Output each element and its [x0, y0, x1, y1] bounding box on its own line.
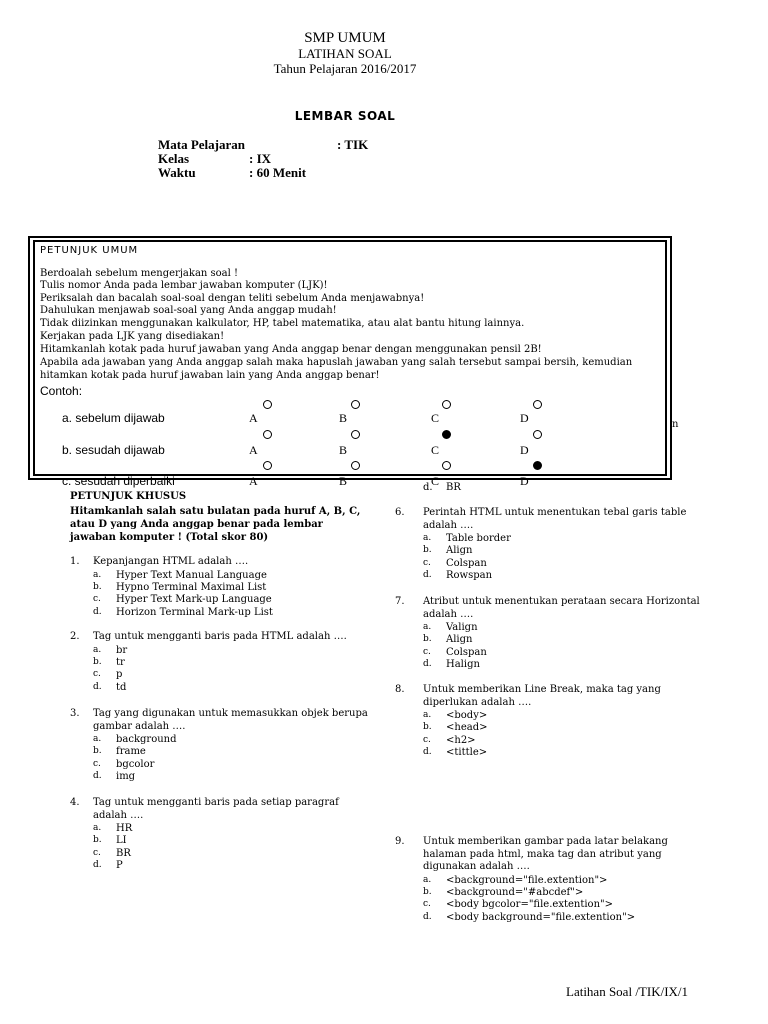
question-number: 9. [395, 836, 405, 847]
page-footer: Latihan Soal /TIK/IX/1 [566, 984, 689, 999]
instruction-line: Dahulukan menjawab soal-soal yang Anda anggap mudah! [40, 305, 337, 316]
option-label: a. [423, 710, 432, 720]
option-label: b. [423, 722, 432, 733]
question-text: adalah …. [423, 519, 474, 531]
answer-bubble-empty [442, 461, 451, 470]
option-label: d. [93, 606, 102, 617]
question-number: 2. [70, 631, 80, 642]
special-instructions-line: jawaban komputer ! (Total skor 80) [70, 532, 269, 543]
option-label: c. [423, 557, 431, 568]
option-label: b. [93, 656, 102, 667]
special-instructions-line: Hitamkanlah salah satu bulatan pada huruf A, B, C, [70, 506, 361, 517]
instruction-line: hitamkan kotak pada huruf jawaban lain yang Anda anggap benar! [40, 370, 380, 381]
answer-bubble-empty [263, 461, 272, 470]
question-text: Untuk memberikan gambar pada latar belakang [423, 836, 668, 847]
option-label: c. [93, 758, 101, 769]
option-text: Colspan [446, 557, 487, 569]
answer-bubble-empty [263, 400, 272, 409]
option-label: d. [423, 747, 432, 758]
option-text: BR [116, 847, 131, 859]
answer-bubble-empty [351, 461, 360, 470]
info-time-label: Waktu [158, 165, 196, 180]
answer-letter: C [431, 443, 440, 457]
question-text: diperlukan adalah …. [423, 696, 532, 708]
question-text: Tag yang digunakan untuk memasukkan objek berupa [93, 708, 368, 719]
option-text: Colspan [446, 646, 487, 658]
question-text: adalah …. [423, 608, 474, 620]
stray-letter: n [672, 419, 679, 430]
option-label: c. [423, 899, 431, 910]
stray-option-label: d. [423, 482, 433, 493]
option-label: a. [423, 533, 432, 543]
option-text: <h2> [446, 734, 476, 746]
option-text: tr [116, 656, 125, 668]
answer-bubble-empty [533, 400, 542, 409]
instruction-line: Berdoalah sebelum mengerjakan soal ! [40, 268, 239, 279]
example-row-label: b. sesudah dijawab [62, 443, 165, 457]
sheet-title: LEMBAR SOAL [294, 109, 396, 123]
document-subtitle: LATIHAN SOAL [298, 46, 392, 61]
option-text: <body bgcolor="file.extention"> [446, 899, 613, 911]
instruction-line: Periksalah dan bacalah soal-soal dengan teliti sebelum Anda menjawabnya! [40, 293, 425, 304]
option-text: Halign [446, 659, 480, 671]
special-instructions-title: PETUNJUK KHUSUS [70, 491, 187, 502]
question-text: adalah …. [93, 809, 144, 821]
option-label: b. [423, 886, 432, 897]
info-class-value: : IX [249, 151, 272, 166]
question-number: 8. [395, 684, 405, 695]
option-text: Align [446, 634, 473, 646]
answer-bubble-filled [533, 461, 542, 470]
question-text: Perintah HTML untuk menentukan tebal garis table [423, 507, 687, 518]
instruction-line: Hitamkanlah kotak pada huruf jawaban yang Anda anggap benar dengan menggunakan pensil 2B! [40, 344, 542, 355]
option-text: img [116, 771, 136, 783]
example-row-label: c. sesudah diperbaiki [62, 474, 175, 488]
example-label: Contoh: [40, 384, 83, 398]
option-label: c. [93, 847, 101, 858]
option-label: b. [93, 581, 102, 592]
answer-bubble-empty [533, 430, 542, 439]
answer-bubble-empty [351, 400, 360, 409]
info-time-value: : 60 Menit [249, 165, 307, 180]
question-number: 7. [395, 596, 405, 607]
option-text: <head> [446, 722, 488, 734]
option-text: Align [446, 545, 473, 557]
option-label: c. [423, 734, 431, 745]
instruction-line: Tulis nomor Anda pada lembar jawaban komputer (LJK)! [40, 280, 328, 291]
academic-year: Tahun Pelajaran 2016/2017 [273, 61, 417, 76]
option-text: Rowspan [446, 570, 493, 582]
option-label: a. [93, 734, 102, 744]
info-subject-label: Mata Pelajaran [158, 137, 246, 152]
answer-letter: B [339, 443, 348, 457]
option-text: Hypno Terminal Maximal List [116, 581, 267, 593]
option-text: background [116, 734, 177, 745]
info-class-label: Kelas [158, 151, 190, 166]
question-number: 4. [70, 797, 80, 808]
example-row-label: a. sebelum dijawab [62, 411, 165, 425]
option-label: b. [93, 746, 102, 757]
option-text: Hyper Text Mark-up Language [116, 594, 272, 606]
question-number: 3. [70, 708, 80, 719]
option-text: <background="file.extention"> [446, 874, 608, 886]
option-text: td [116, 681, 127, 693]
option-text: Hyper Text Manual Language [116, 569, 267, 581]
option-label: a. [93, 644, 102, 655]
answer-letter: D [520, 411, 529, 425]
question-text: digunakan adalah …. [423, 861, 530, 872]
question-number: 6. [395, 507, 405, 518]
option-label: b. [423, 634, 432, 645]
option-text: HR [116, 823, 133, 834]
option-text: Horizon Terminal Mark-up List [116, 606, 273, 618]
option-text: bgcolor [116, 758, 155, 770]
option-label: c. [423, 646, 431, 657]
option-text: br [116, 644, 128, 656]
answer-letter: C [431, 411, 440, 425]
question-text: halaman pada html, maka tag dan atribut yang [423, 848, 662, 860]
option-text: P [116, 860, 123, 872]
instruction-line: Tidak diizinkan menggunakan kalkulator, HP, tabel matematika, atau alat bantu hitung lainnya. [40, 318, 525, 329]
option-text: p [116, 669, 123, 681]
option-text: LI [116, 835, 127, 847]
answer-bubble-empty [442, 400, 451, 409]
answer-letter: D [520, 443, 529, 457]
question-text: Tag untuk mengganti baris pada setiap paragraf [93, 797, 339, 808]
question-number: 1. [70, 556, 80, 567]
option-label: a. [93, 823, 102, 833]
option-label: a. [423, 622, 432, 632]
option-label: d. [93, 681, 102, 692]
option-text: <body> [446, 710, 488, 721]
option-text: frame [116, 746, 146, 758]
instruction-line: Apabila ada jawaban yang Anda anggap salah maka hapuslah jawaban yang salah tersebut sampai bersih, kemudian [40, 357, 633, 368]
option-label: a. [423, 874, 432, 885]
answer-letter: B [339, 411, 348, 425]
answer-letter: A [249, 474, 258, 488]
option-text: Table border [446, 533, 511, 544]
option-label: b. [93, 835, 102, 846]
question-text: Tag untuk mengganti baris pada HTML adalah …. [93, 631, 347, 642]
answer-letter: C [431, 474, 440, 488]
instruction-line: Kerjakan pada LJK yang disediakan! [40, 331, 225, 342]
stray-option-text: BR [446, 482, 461, 493]
answer-bubble-filled [442, 430, 451, 439]
option-label: b. [423, 545, 432, 556]
answer-letter: A [249, 411, 258, 425]
special-instructions-line: atau D yang Anda anggap benar pada lembar [70, 519, 323, 530]
option-label: c. [93, 594, 101, 605]
answer-letter: A [249, 443, 258, 457]
option-text: <background="#abcdef"> [446, 886, 584, 898]
answer-bubble-empty [351, 430, 360, 439]
answer-letter: B [339, 474, 348, 488]
answer-letter: D [520, 474, 529, 488]
option-label: d. [423, 659, 432, 670]
question-text: gambar adalah …. [93, 720, 186, 732]
answer-bubble-empty [263, 430, 272, 439]
option-label: d. [93, 771, 102, 782]
option-text: <tittle> [446, 747, 488, 759]
option-label: d. [93, 860, 102, 871]
option-text: <body background="file.extention"> [446, 911, 636, 923]
question-text: Kepanjangan HTML adalah …. [93, 556, 249, 567]
school-name: SMP UMUM [304, 30, 386, 46]
question-text: Untuk memberikan Line Break, maka tag yang [423, 684, 661, 695]
option-text: Valign [446, 622, 478, 633]
general-instructions-title: PETUNJUK UMUM [40, 245, 139, 256]
option-label: d. [423, 570, 432, 581]
option-label: d. [423, 911, 432, 922]
option-label: a. [93, 569, 102, 580]
option-label: c. [93, 669, 101, 680]
question-text: Atribut untuk menentukan perataan secara Horizontal [423, 596, 700, 607]
info-subject-value: : TIK [337, 137, 369, 152]
